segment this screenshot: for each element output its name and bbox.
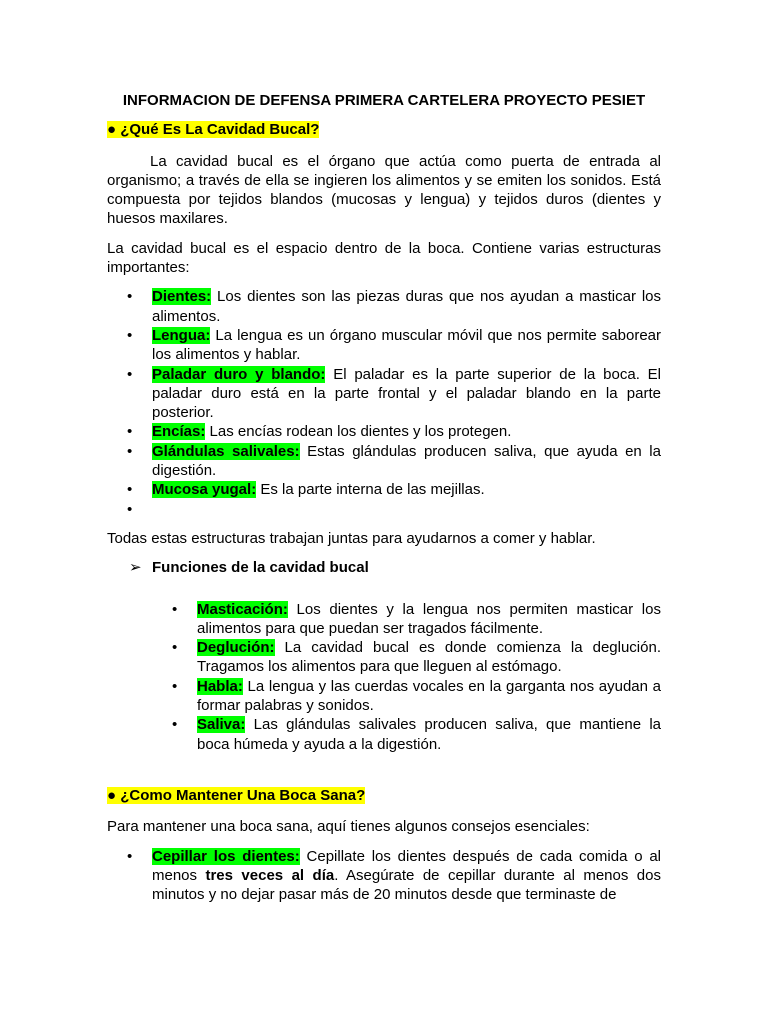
list-item: [107, 638, 661, 677]
bullet-icon: •: [127, 442, 133, 460]
list-item-term: Cepillar los dientes:: [152, 847, 300, 865]
section-heading-boca-sana: [107, 786, 661, 805]
list-item-text: Es la parte interna de las mejillas.: [256, 481, 485, 499]
list-item-text: La lengua y las cuerdas vocales en la garganta nos ayudan a formar palabras y sonidos.: [197, 677, 661, 715]
list-item: [107, 365, 661, 423]
list-item-text: Las encías rodean los dientes y los protegen.: [205, 423, 512, 441]
bullet-icon: •: [172, 600, 178, 618]
list-item-text: Los dientes y la lengua nos permiten masticar los alimentos para que puedan ser tragados fácilmente.: [197, 600, 661, 637]
document-title: INFORMACION DE DEFENSA PRIMERA CARTELERA PROYECTO PESIET: [122, 92, 646, 109]
functions-heading: [107, 558, 661, 577]
section-heading-cavidad-bucal: [107, 120, 661, 139]
bullet-icon: •: [127, 326, 133, 344]
list-item-term: Deglución:: [197, 639, 275, 657]
section-heading-text: ● ¿Como Mantener Una Boca Sana?: [107, 786, 366, 804]
list-item-text: Estas glándulas producen saliva, que ayuda en la digestión.: [152, 442, 661, 480]
list-item-text: Los dientes son las piezas duras que nos ayudan a masticar los alimentos.: [152, 288, 661, 325]
tips-list: [107, 847, 661, 905]
functions-list: [107, 600, 661, 754]
list-item-term: Masticación:: [197, 600, 288, 618]
list-item-text: La cavidad bucal es donde comienza la deglución. Tragamos los alimentos para que lleguen al estómago.: [197, 639, 661, 676]
list-item-text: Las glándulas salivales producen saliva, que mantiene la boca húmeda y ayuda a la digestión.: [197, 716, 661, 753]
bullet-icon: •: [127, 288, 133, 306]
list-item: [107, 422, 661, 441]
paragraph-tips-intro: Para mantener una boca sana, aquí tienes algunos consejos esenciales:: [107, 818, 590, 836]
structures-list: [107, 287, 661, 519]
list-item-text: El paladar es la parte superior de la boca. El paladar duro está en la parte frontal y el paladar blando en la parte posterior.: [152, 365, 661, 422]
bullet-icon: •: [127, 500, 133, 518]
bullet-icon: •: [172, 639, 178, 657]
bullet-icon: •: [127, 481, 133, 499]
list-item-term: Dientes:: [152, 288, 212, 306]
bullet-icon: •: [172, 716, 178, 734]
list-item-term: Lengua:: [152, 326, 211, 344]
list-item-text: La lengua es un órgano muscular móvil que nos permite saborear los alimentos y hablar.: [152, 326, 661, 364]
bullet-icon: •: [172, 677, 178, 695]
list-item-term: Saliva:: [197, 716, 246, 734]
bullet-icon: •: [127, 365, 133, 383]
list-item: [107, 600, 661, 639]
list-item-empty: [107, 500, 661, 519]
list-item-term: Mucosa yugal:: [152, 481, 257, 499]
list-item-text-cont: . Asegúrate de cepillar durante al menos dos minutos y no dejar pasar más de 20 minutos desde que terminaste de: [152, 866, 661, 904]
list-item-text: Cepillate los dientes después de cada comida o al menos: [152, 847, 661, 884]
list-item-term: Paladar duro y blando:: [152, 365, 326, 383]
list-item-term: Glándulas salivales:: [152, 442, 300, 460]
functions-heading-text: Funciones de la cavidad bucal: [152, 559, 369, 577]
paragraph-definition: La cavidad bucal es el órgano que actúa como puerta de entrada al organismo; a través de ella se ingieren los alimentos y se emiten los sonidos. Está compuesta por tejidos blandos (mucosas y lengua) y tejidos duros (dientes y huesos maxilares.: [107, 152, 661, 228]
list-item: [107, 287, 661, 326]
bullet-icon: •: [127, 847, 133, 865]
list-item: [107, 442, 661, 481]
list-item-term: Encías:: [152, 423, 206, 441]
list-item: [107, 677, 661, 716]
paragraph-structures-intro: La cavidad bucal es el espacio dentro de la boca. Contiene varias estructuras importantes:: [107, 239, 661, 277]
paragraph-summary: Todas estas estructuras trabajan juntas para ayudarnos a comer y hablar.: [107, 529, 596, 547]
list-item: [107, 326, 661, 365]
list-item: [107, 847, 661, 905]
list-item-term: Habla:: [197, 677, 243, 695]
list-item-emphasis: tres veces al día: [205, 866, 335, 884]
bullet-icon: •: [127, 423, 133, 441]
section-heading-text: ● ¿Qué Es La Cavidad Bucal?: [107, 121, 320, 139]
document-content: [107, 91, 661, 914]
list-item: [107, 480, 661, 499]
arrow-bullet-icon: ➢: [129, 559, 142, 577]
list-item: [107, 715, 661, 754]
